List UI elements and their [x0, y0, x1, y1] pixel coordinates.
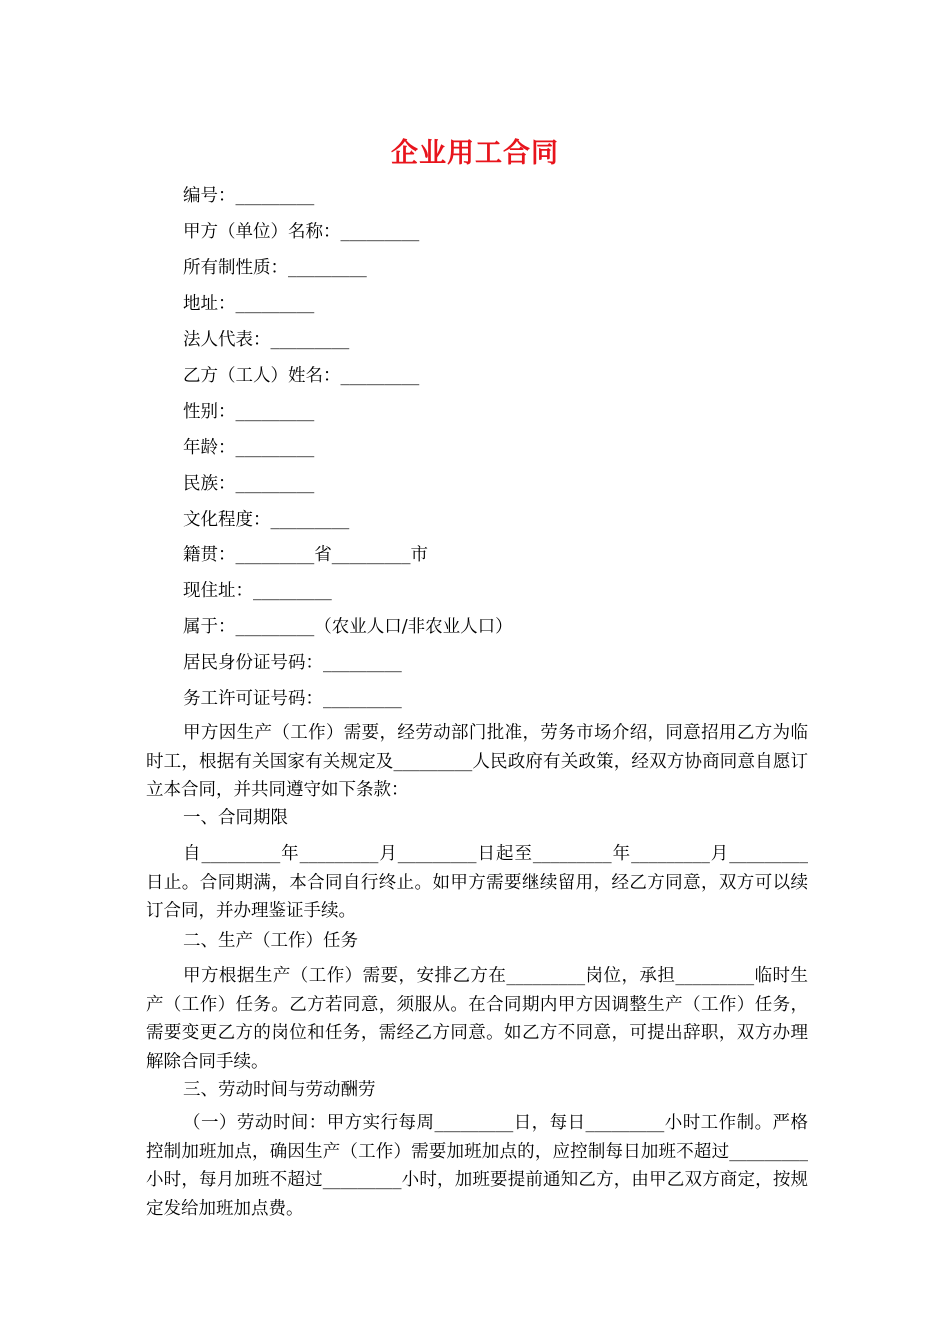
field-legal-representative: 法人代表：_________	[183, 330, 350, 350]
field-address: 地址：_________	[183, 294, 315, 314]
field-age: 年龄：_________	[183, 438, 315, 458]
intro-paragraph: 甲方因生产（工作）需要，经劳动部门批准，劳务市场介绍，同意招用乙方为临时工，根据有关国家有关规定及_________人民政府有关政策，经双方协商同意自愿订立本合同，并共同遵守如下条款：	[146, 723, 808, 800]
field-serial-number: 编号：_________	[183, 186, 315, 206]
field-party-b-name: 乙方（工人）姓名：_________	[183, 366, 420, 386]
section-3-body: （一）劳动时间：甲方实行每周_________日，每日_________小时工作制。严格控制加班加点，确因生产（工作）需要加班加点的，应控制每日加班不超过_________小时，每月加班不超过_________小时，加班要提前通知乙方，由甲乙双方商定，按规定发给加班加点费。	[146, 1113, 808, 1219]
field-work-permit-number: 务工许可证号码：_________	[183, 689, 402, 709]
field-education: 文化程度：_________	[183, 510, 350, 530]
section-1-body: 自_________年_________月_________日起至_________年_________月_________日止。合同期满，本合同自行终止。如甲方需要继续留用，经乙方同意，双方可以续订合同，并办理鉴证手续。	[146, 844, 808, 921]
section-2-body: 甲方根据生产（工作）需要，安排乙方在_________岗位，承担_________临时生产（工作）任务。乙方若同意，须服从。在合同期内甲方因调整生产（工作）任务，需要变更乙方的岗位和任务，需经乙方同意。如乙方不同意，可提出辞职，双方办理解除合同手续。	[146, 966, 808, 1072]
field-native-place: 籍贯：_________省_________市	[183, 545, 428, 565]
field-party-a-name: 甲方（单位）名称：_________	[183, 222, 420, 242]
field-ownership-type: 所有制性质：_________	[183, 258, 367, 278]
field-ethnicity: 民族：_________	[183, 474, 315, 494]
field-gender: 性别：_________	[183, 402, 315, 422]
section-1-heading: 一、合同期限	[183, 808, 288, 828]
field-current-address: 现住址：_________	[183, 581, 332, 601]
field-household-type: 属于：_________（农业人口/非农业人口）	[183, 617, 513, 637]
field-id-number: 居民身份证号码：_________	[183, 653, 402, 673]
section-3-heading: 三、劳动时间与劳动酬劳	[183, 1080, 376, 1100]
document-title: 企业用工合同	[391, 138, 559, 169]
section-2-heading: 二、生产（工作）任务	[183, 931, 358, 951]
